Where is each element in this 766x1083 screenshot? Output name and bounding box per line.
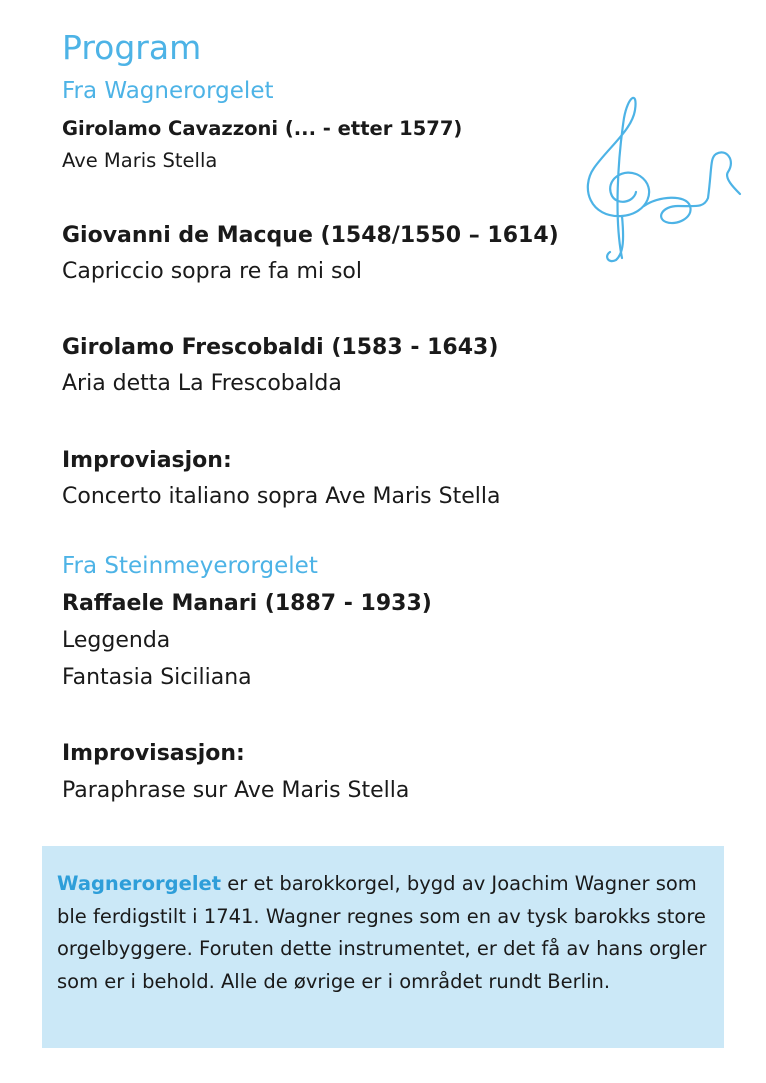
info-highlight: Wagnerorgelet [57,872,222,895]
section-heading-steinmeyer: Fra Steinmeyerorgelet [62,553,318,579]
info-text: er et barokkorgel, bygd av Joachim Wagner som ble ferdigstilt i 1741. Wagner regnes som en av tysk barokks store orgelbyggere. Foruten dette instrumentet, er det få av hans orgler som er i behold. Alle de øvrige er i området rundt Berlin. [57,872,707,993]
composer-cavazzoni: Girolamo Cavazzoni (... - etter 1577) [62,117,463,140]
work-paraphrase: Paraphrase sur Ave Maris Stella [62,778,410,803]
heading-improviasjon: Improviasjon: [62,448,232,473]
work-fantasia-siciliana: Fantasia Siciliana [62,665,252,690]
work-leggenda: Leggenda [62,628,171,653]
page-title: Program [62,28,202,67]
info-box [42,846,724,1048]
work-concerto-italiano: Concerto italiano sopra Ave Maris Stella [62,484,501,509]
treble-clef-note-icon [578,88,746,266]
work-aria-frescobalda: Aria detta La Frescobalda [62,371,342,396]
work-ave-maris-stella: Ave Maris Stella [62,149,218,172]
composer-frescobaldi: Girolamo Frescobaldi (1583 - 1643) [62,335,499,360]
heading-improvisasjon: Improvisasjon: [62,741,245,766]
composer-de-macque: Giovanni de Macque (1548/1550 – 1614) [62,223,559,248]
work-capriccio: Capriccio sopra re fa mi sol [62,259,363,284]
section-heading-wagner: Fra Wagnerorgelet [62,78,274,104]
composer-manari: Raffaele Manari (1887 - 1933) [62,591,432,616]
